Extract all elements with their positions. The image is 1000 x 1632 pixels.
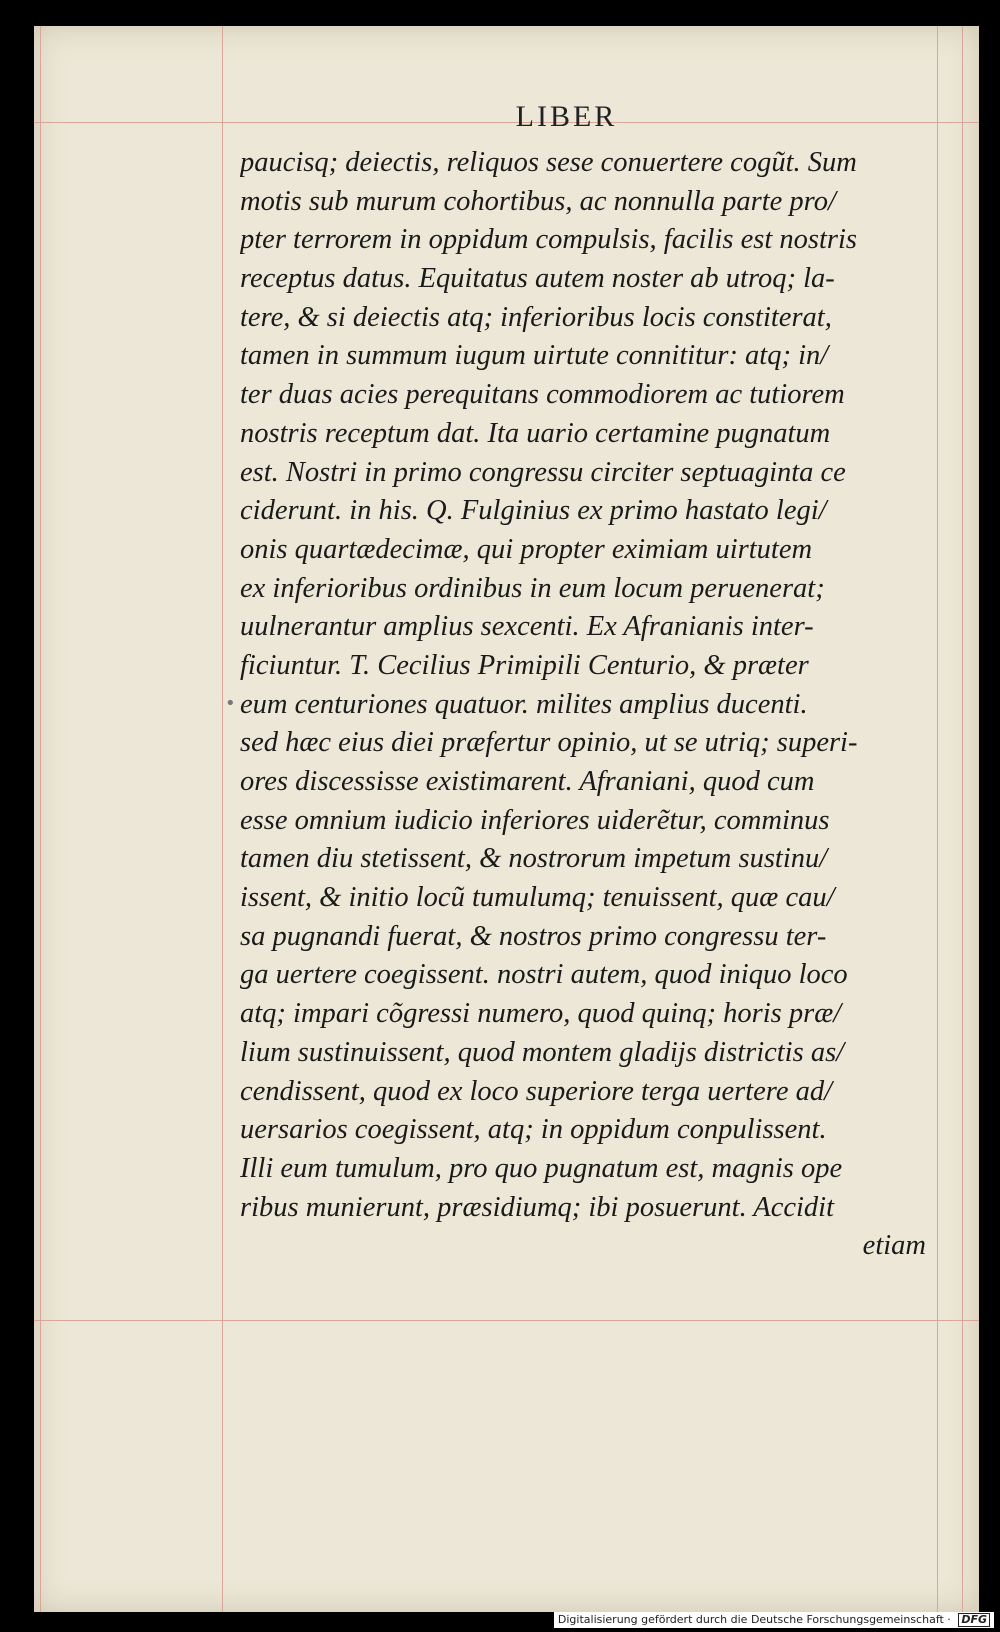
text-line: lium sustinuissent, quod montem gladijs districtis as/ bbox=[240, 1036, 845, 1068]
credit-text: Digitalisierung gefördert durch die Deutsche Forschungsgemeinschaft · bbox=[557, 1613, 951, 1626]
running-title: LIBER bbox=[515, 100, 618, 133]
text-line: est. Nostri in primo congressu circiter septuaginta ce bbox=[240, 456, 846, 488]
dfg-logo: DFG bbox=[958, 1613, 990, 1627]
margin-rule-bottom bbox=[34, 1320, 979, 1321]
digitization-credit bbox=[554, 1612, 994, 1628]
text-line: onis quartædecimæ, qui propter eximiam uirtutem bbox=[240, 533, 813, 565]
margin-rule-right bbox=[962, 26, 963, 1612]
catchword: etiam bbox=[862, 1230, 926, 1262]
text-line: esse omnium iudicio inferiores uiderẽtur, comminus bbox=[240, 804, 830, 836]
text-line: eum centuriones quatuor. milites amplius ducenti. bbox=[240, 688, 808, 720]
text-line: tamen in summum iugum uirtute connititur: atq; in/ bbox=[240, 340, 829, 372]
book-page bbox=[34, 26, 979, 1612]
text-line: sa pugnandi fuerat, & nostros primo congressu ter- bbox=[240, 920, 827, 952]
text-line: ter duas acies perequitans commodiorem ac tutiorem bbox=[240, 379, 845, 411]
text-line: nostris receptum dat. Ita uario certamine pugnatum bbox=[240, 417, 831, 449]
text-line: issent, & initio locũ tumulumq; tenuissent, quæ cau/ bbox=[240, 882, 835, 914]
text-line: uersarios coegissent, atq; in oppidum conpulissent. bbox=[240, 1114, 827, 1146]
text-line: tamen diu stetissent, & nostrorum impetum sustinu/ bbox=[240, 843, 828, 875]
text-line: ex inferioribus ordinibus in eum locum peruenerat; bbox=[240, 572, 825, 604]
text-line: paucisq; deiectis, reliquos sese conuertere cogũt. Sum bbox=[240, 147, 857, 178]
text-line: ribus munierunt, præsidiumq; ibi posuerunt. Accidit bbox=[240, 1191, 835, 1223]
text-line: ficiuntur. T. Cecilius Primipili Centurio, & præter bbox=[240, 649, 809, 681]
text-line: motis sub murum cohortibus, ac nonnulla parte pro/ bbox=[240, 185, 836, 217]
text-line: ciderunt. in his. Q. Fulginius ex primo hastato legi/ bbox=[240, 495, 827, 527]
text-line: receptus datus. Equitatus autem noster ab utroq; la- bbox=[240, 263, 835, 295]
text-line: tere, & si deiectis atq; inferioribus locis constiterat, bbox=[240, 301, 832, 333]
text-line: uulnerantur amplius sexcenti. Ex Afranianis inter- bbox=[240, 611, 814, 643]
text-line: atq; impari cõgressi numero, quod quinq; horis præ/ bbox=[240, 998, 842, 1030]
margin-rule-outer bbox=[937, 26, 938, 1612]
text-line: Illi eum tumulum, pro quo pugnatum est, magnis ope bbox=[240, 1152, 843, 1184]
text-line: pter terrorem in oppidum compulsis, facilis est nostris bbox=[240, 224, 857, 256]
text-line: cendissent, quod ex loco superiore terga uertere ad/ bbox=[240, 1075, 833, 1107]
text-line: sed hæc eius diei præfertur opinio, ut se utriq; superi- bbox=[240, 727, 858, 759]
margin-mark: • bbox=[225, 693, 236, 714]
text-line: ga uertere coegissent. nostri autem, quod iniquo loco bbox=[240, 959, 848, 991]
margin-rule-left bbox=[40, 26, 41, 1612]
text-line: ores discessisse existimarent. Afraniani, quod cum bbox=[240, 766, 815, 797]
margin-rule-inner bbox=[222, 26, 223, 1612]
body-text bbox=[240, 144, 930, 1266]
